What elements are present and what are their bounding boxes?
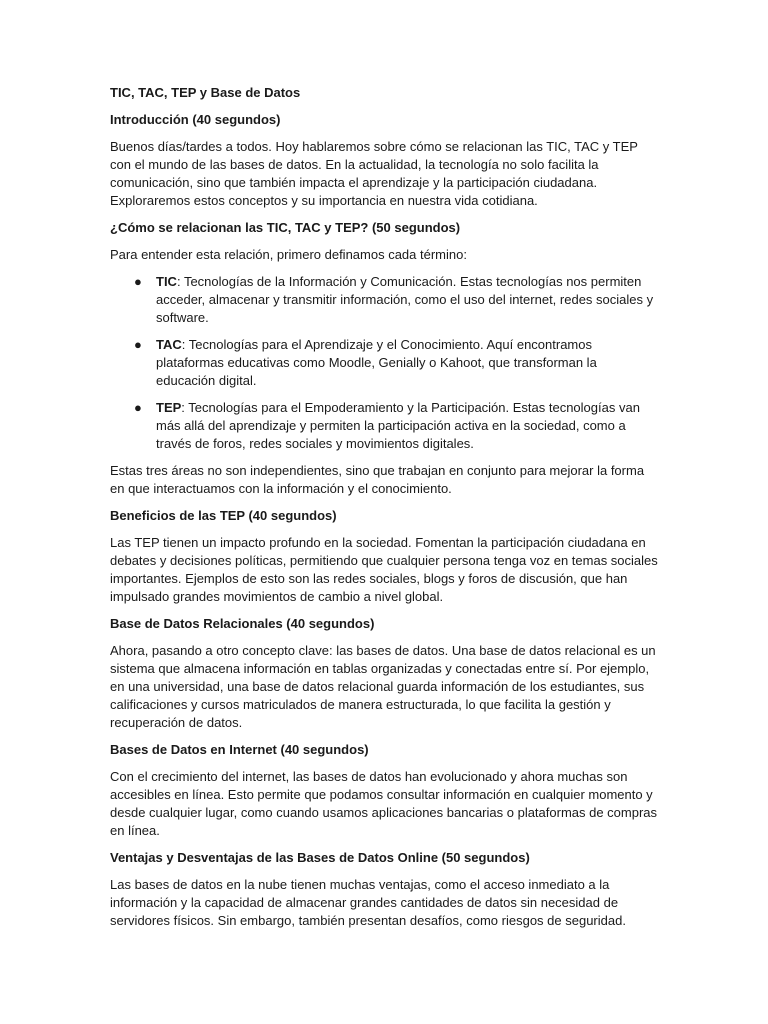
bullet-icon: ● [134, 337, 142, 352]
paragraph: Con el crecimiento del internet, las bases de datos han evolucionado y ahora muchas son accesibles en línea. Esto permite que podamos consultar información en cualquier momento y desde cualquier lugar, como cuando usamos aplicaciones bancarias o plataformas de compras en línea. [110, 769, 658, 838]
bullet-icon: ● [134, 274, 142, 289]
list-item [134, 273, 658, 327]
definitions-list [110, 273, 658, 453]
paragraph: Buenos días/tardes a todos. Hoy hablaremos sobre cómo se relacionan las TIC, TAC y TEP con el mundo de las bases de datos. En la actualidad, la tecnología no solo facilita la comunicación, sino que también impacta el aprendizaje y la participación ciudadana. Exploraremos estos conceptos y su importancia en nuestra vida cotidiana. [110, 139, 638, 208]
bullet-icon: ● [134, 400, 142, 415]
section-heading-beneficios: Beneficios de las TEP (40 segundos) [110, 508, 337, 523]
section-heading-introduccion: Introducción (40 segundos) [110, 112, 281, 127]
term-definition: : Tecnologías para el Empoderamiento y la Participación. Estas tecnologías van más allá del aprendizaje y permiten la participación activa en la sociedad, como a través de foros, redes sociales y movimientos digitales. [156, 400, 640, 451]
list-item [134, 399, 658, 453]
paragraph: Estas tres áreas no son independientes, sino que trabajan en conjunto para mejorar la forma en que interactuamos con la información y el conocimiento. [110, 463, 645, 496]
term-definition: : Tecnologías de la Información y Comunicación. Estas tecnologías nos permiten acceder, almacenar y transmitir información, como el uso del internet, redes sociales y software. [156, 274, 654, 325]
paragraph: Las bases de datos en la nube tienen muchas ventajas, como el acceso inmediato a la información y la capacidad de almacenar grandes cantidades de datos sin necesidad de servidores físicos. Sin embargo, también presentan desafíos, como riesgos de seguridad. [110, 877, 626, 928]
term-tic: TIC [156, 274, 177, 289]
paragraph: Ahora, pasando a otro concepto clave: las bases de datos. Una base de datos relacional es un sistema que almacena información en tablas organizadas y conectadas entre sí. Por ejemplo, en una universidad, una base de datos relacional guarda información de los estudiantes, sus calificaciones y cursos matriculados de manera estructurada, lo que facilita la gestión y recuperación de datos. [110, 643, 656, 730]
paragraph: Para entender esta relación, primero definamos cada término: [110, 247, 467, 262]
list-item [134, 336, 658, 390]
section-heading-ventajas-desventajas: Ventajas y Desventajas de las Bases de Datos Online (50 segundos) [110, 850, 530, 865]
section-heading-relacion: ¿Cómo se relacionan las TIC, TAC y TEP? (50 segundos) [110, 220, 461, 235]
section-heading-base-datos-relacionales: Base de Datos Relacionales (40 segundos) [110, 616, 375, 631]
paragraph: Las TEP tienen un impacto profundo en la sociedad. Fomentan la participación ciudadana en debates y decisiones políticas, permitiendo que cualquier persona tenga voz en temas sociales importantes. Ejemplos de esto son las redes sociales, blogs y foros de discusión, que han impulsado grandes movimientos de cambio a nivel global. [110, 535, 658, 604]
section-heading-bases-datos-internet: Bases de Datos en Internet (40 segundos) [110, 742, 369, 757]
term-definition: : Tecnologías para el Aprendizaje y el Conocimiento. Aquí encontramos plataformas educativas como Moodle, Genially o Kahoot, que transforman la educación digital. [156, 337, 597, 388]
term-tac: TAC [156, 337, 182, 352]
document-title: TIC, TAC, TEP y Base de Datos [110, 85, 301, 100]
term-tep: TEP [156, 400, 182, 415]
